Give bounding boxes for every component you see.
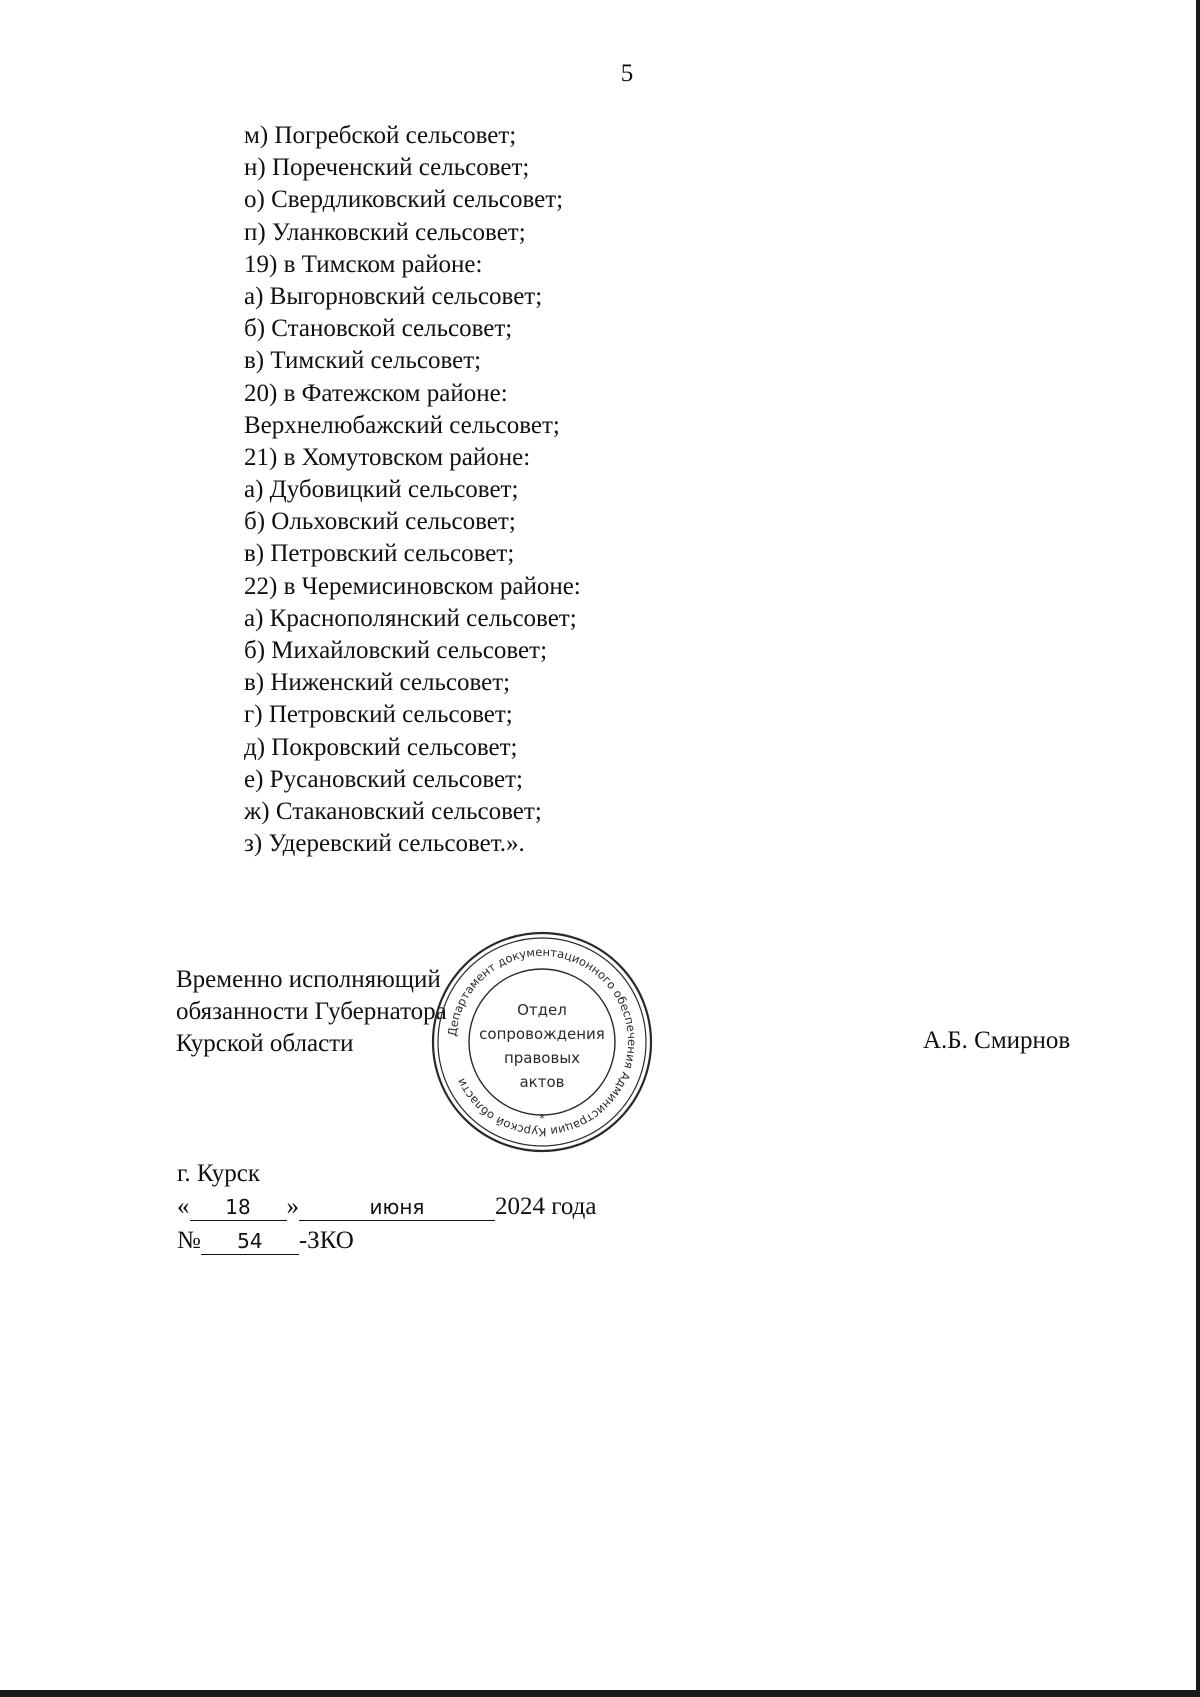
law-number [177,1227,354,1255]
law-number-suffix: -ЗКО [298,1227,354,1254]
date-day: 18 [190,1194,287,1221]
signatory-position [176,964,447,1060]
list-item: Верхнелюбажский сельсовет; [244,411,560,439]
list-item: 22) в Черемисиновском районе: [244,572,581,600]
signing-date [177,1193,596,1225]
list-item: 19) в Тимском районе: [244,250,483,278]
stamp-inner-line: актов [519,1073,565,1091]
date-month: июня [299,1194,495,1221]
date-close-quote: » [286,1193,299,1220]
list-item: д) Покровский сельсовет; [244,733,518,761]
list-item: в) Петровский сельсовет; [244,540,515,568]
list-item: б) Ольховский сельсовет; [244,508,516,536]
position-line: Временно исполняющий [176,966,441,993]
list-item: б) Михайловский сельсовет; [244,637,548,664]
list-item: н) Пореченский сельсовет; [244,154,530,182]
list-item: п) Уланковский сельсовет; [244,218,526,246]
stamp-ring-text: Департамент документационного обеспечения Администрации Курской области [445,944,640,1140]
page-number: 5 [620,60,634,87]
stamp-inner-line: сопровождения [479,1025,605,1043]
stamp-inner-line: Отдел [517,1001,567,1019]
official-stamp [430,930,654,1154]
list-item: 21) в Хомутовском районе: [244,443,531,471]
list-item: г) Петровский сельсовет; [244,701,513,729]
date-open-quote: « [177,1193,190,1220]
list-item: е) Русановский сельсовет; [244,765,523,793]
stamp-inner-line: правовых [503,1049,581,1067]
position-line: обязанности Губернатора [176,998,447,1025]
list-item: в) Тимский сельсовет; [244,347,482,375]
list-item: в) Ниженский сельсовет; [244,669,511,697]
municipality-list [244,120,581,860]
stamp-star: * [539,1112,545,1125]
signatory-name: А.Б. Смирнов [923,1027,1071,1054]
list-item: м) Погребской сельсовет; [244,122,517,149]
list-item: а) Дубовицкий сельсовет; [244,476,519,504]
list-item: 20) в Фатежском районе: [244,379,508,407]
list-item: о) Свердликовский сельсовет; [244,186,564,214]
page-border-bottom [0,1690,1200,1697]
list-item: б) Становской сельсовет; [244,315,513,343]
position-line: Курской области [176,1030,354,1057]
list-item: з) Удеревский сельсовет.». [244,830,525,858]
date-year: 2024 года [495,1193,597,1220]
number-sign: № [177,1227,201,1254]
list-item: ж) Стакановский сельсовет; [244,797,542,825]
place-of-signing: г. Курск [177,1160,260,1187]
law-number-value: 54 [201,1228,299,1255]
stamp-seal-icon [430,930,654,1154]
list-item: а) Краснополянский сельсовет; [244,604,577,632]
list-item: а) Выгорновский сельсовет; [244,282,543,310]
page-border-right [1196,0,1200,1697]
